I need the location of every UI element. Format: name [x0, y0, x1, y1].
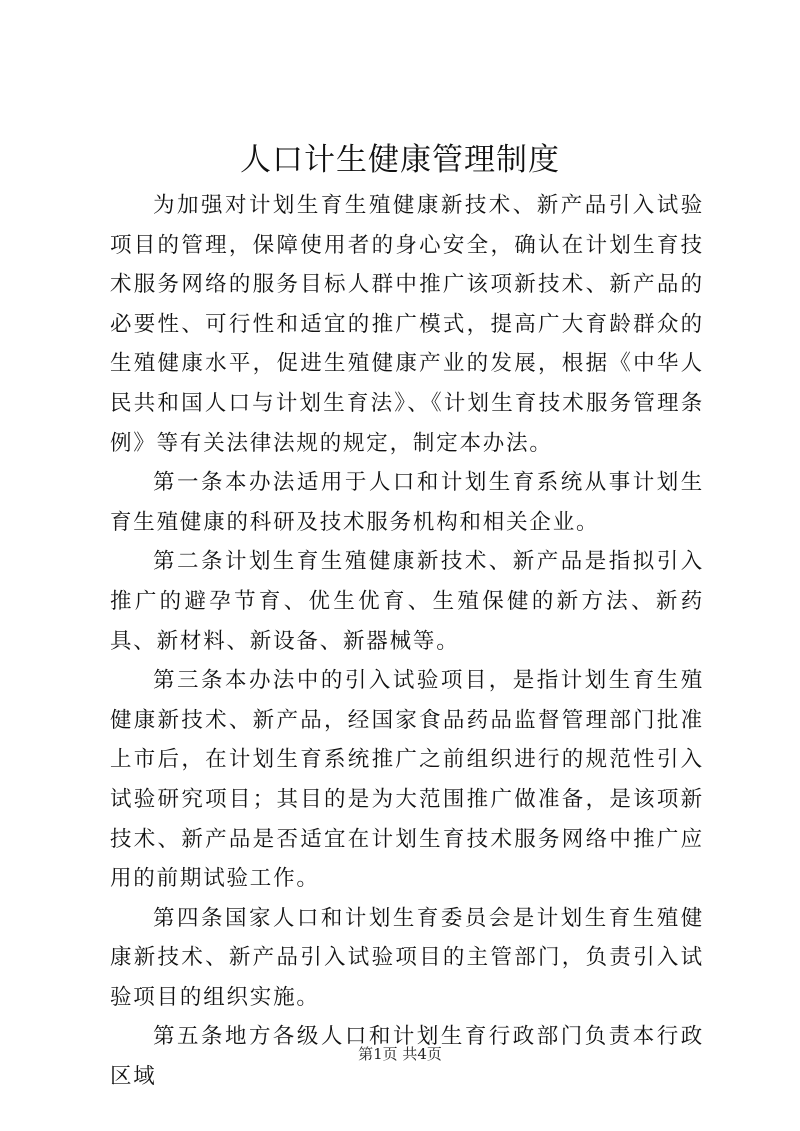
paragraph-article-2: 第二条计划生育生殖健康新技术、新产品是指拟引入推广的避孕节育、优生优育、生殖保健的新方法、新药具、新材料、新设备、新器械等。	[110, 549, 704, 654]
paragraph-preamble: 为加强对计划生育生殖健康新技术、新产品引入试验项目的管理，保障使用者的身心安全，确认在计划生育技术服务网络的服务目标人群中推广该项新技术、新产品的必要性、可行性和适宜的推广模式，提高广大育龄群众的生殖健康水平，促进生殖健康产业的发展，根据《中华人民共和国人口与计划生育法》、《计划生育技术服务管理条例》等有关法律法规的规定，制定本办法。	[110, 193, 704, 456]
document-title: 人口计生健康管理制度	[240, 142, 560, 178]
page-number-footer: 第1页 共4页	[358, 1045, 442, 1063]
paragraph-article-4: 第四条国家人口和计划生育委员会是计划生育生殖健康新技术、新产品引入试验项目的主管部门，负责引入试验项目的组织实施。	[110, 905, 704, 1010]
paragraph-article-1: 第一条本办法适用于人口和计划生育系统从事计划生育生殖健康的科研及技术服务机构和相关企业。	[110, 470, 704, 535]
paragraph-article-5: 第五条地方各级人口和计划生育行政部门负责本行政区域	[110, 1024, 704, 1090]
document-body	[110, 186, 704, 1097]
paragraph-article-3: 第三条本办法中的引入试验项目，是指计划生育生殖健康新技术、新产品，经国家食品药品监督管理部门批准上市后，在计划生育系统推广之前组织进行的规范性引入试验研究项目；其目的是为大范围推广做准备，是该项新技术、新产品是否适宜在计划生育技术服务网络中推广应用的前期试验工作。	[110, 668, 704, 892]
